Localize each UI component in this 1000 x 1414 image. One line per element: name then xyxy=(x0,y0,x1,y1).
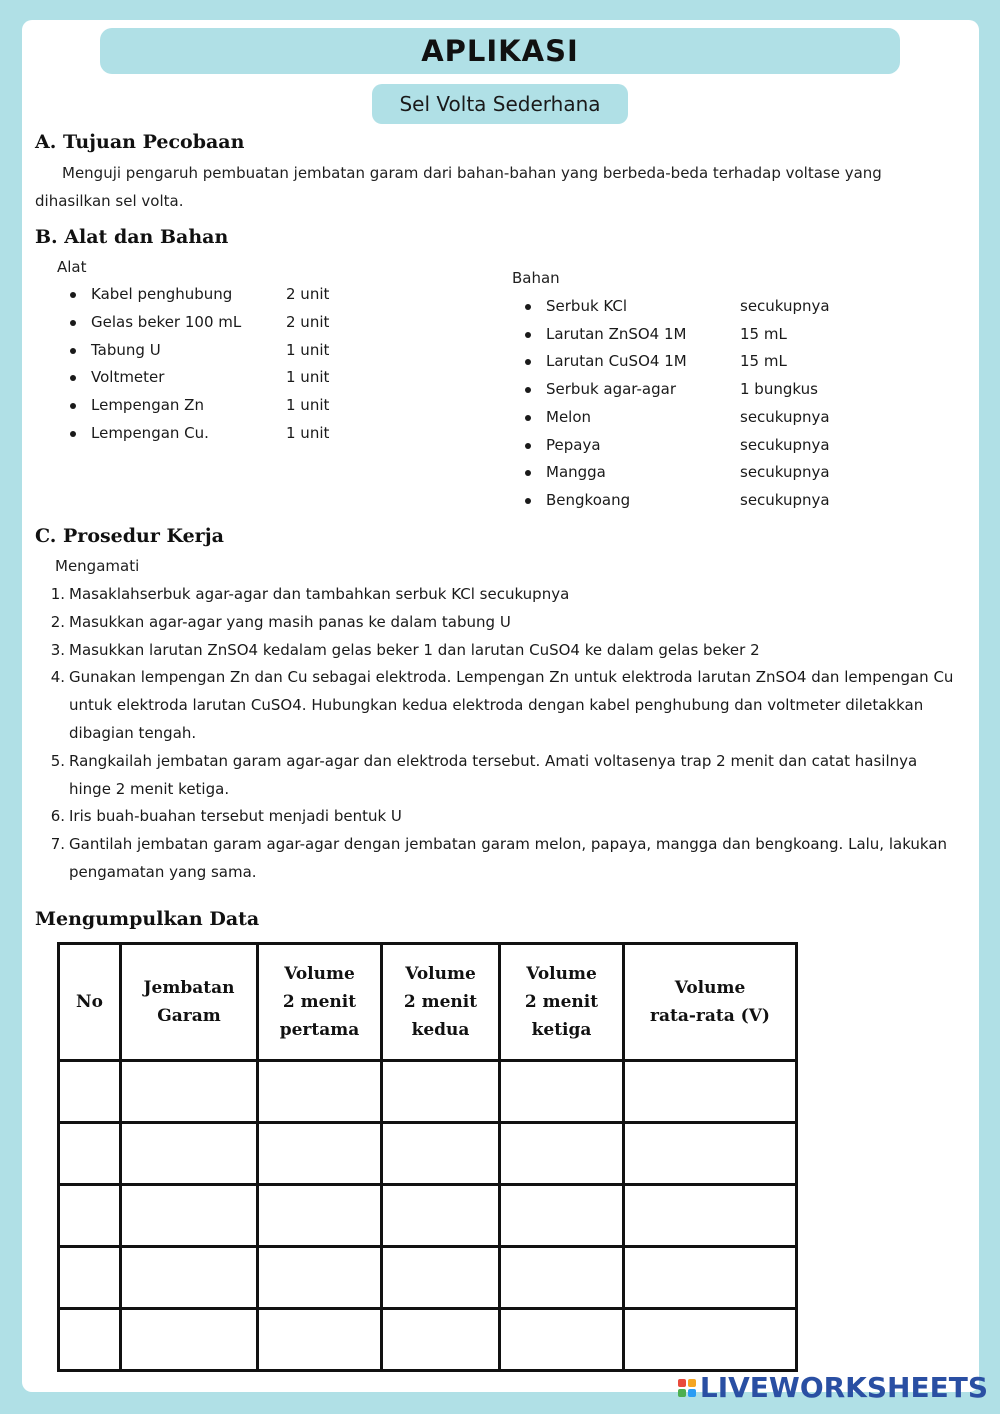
alat-item-qty: 1 unit xyxy=(286,396,330,415)
table-cell-input[interactable] xyxy=(382,1123,500,1185)
step-text: Rangkailah jembatan garam agar-agar dan elektroda tersebut. Amati voltasenya trap 2 menit dan catat hasilnya hinge 2 menit ketiga. xyxy=(69,751,918,798)
alat-item-name: Kabel penghubung xyxy=(91,285,233,303)
step-text: Masaklahserbuk agar-agar dan tambahkan serbuk KCl secukupnya xyxy=(69,585,570,603)
procedure-step xyxy=(35,580,965,608)
page-title xyxy=(100,28,900,74)
logo-square-icon xyxy=(688,1379,696,1387)
step-text: Gantilah jembatan garam agar-agar dengan jembatan garam melon, papaya, mangga dan bengkoang. Lalu, lakukan pengamatan yang sama. xyxy=(69,835,948,882)
section-c-heading: C. Prosedur Kerja xyxy=(35,525,224,547)
table-cell-input[interactable] xyxy=(500,1309,624,1371)
table-cell-input[interactable] xyxy=(258,1123,382,1185)
bahan-item-name: Serbuk KCl xyxy=(546,297,628,315)
table-cell-input[interactable] xyxy=(624,1247,797,1309)
objective-line-2: dihasilkan sel volta. xyxy=(35,192,184,210)
page-subtitle-text: Sel Volta Sederhana xyxy=(399,92,601,116)
step-number: 3. xyxy=(50,640,65,659)
logo-square-icon xyxy=(678,1379,686,1387)
step-number: 1. xyxy=(50,585,65,603)
bullet-icon xyxy=(525,443,531,449)
table-header-cell: Volume rata-rata (V) xyxy=(624,944,797,1061)
table-cell-input[interactable] xyxy=(624,1185,797,1247)
table-cell-input[interactable] xyxy=(258,1309,382,1371)
bahan-item-name: Larutan CuSO4 1M xyxy=(546,352,687,371)
table-body xyxy=(59,1061,797,1371)
table-cell-input[interactable] xyxy=(500,1061,624,1123)
bahan-item-name: Melon xyxy=(546,407,592,426)
table-cell-input[interactable] xyxy=(382,1309,500,1371)
bahan-item-qty: 15 mL xyxy=(740,324,787,343)
bullet-icon xyxy=(70,348,76,354)
section-a-heading: A. Tujuan Pecobaan xyxy=(35,131,245,153)
table-cell-input[interactable] xyxy=(624,1123,797,1185)
bahan-item-name: Larutan ZnSO4 1M xyxy=(546,324,687,343)
alat-item-qty: 1 unit xyxy=(286,368,330,387)
table-header-cell: Volume 2 menit ketiga xyxy=(500,944,624,1061)
table-cell-input[interactable] xyxy=(500,1185,624,1247)
step-text: Masukkan agar-agar yang masih panas ke dalam tabung U xyxy=(69,612,511,631)
alat-item-name: Gelas beker 100 mL xyxy=(91,312,242,331)
section-b-heading: B. Alat dan Bahan xyxy=(35,226,229,248)
table-header-cell: Jembatan Garam xyxy=(121,944,258,1061)
table-row xyxy=(59,1247,797,1309)
table-cell-input[interactable] xyxy=(382,1247,500,1309)
table-cell-input[interactable] xyxy=(121,1061,258,1123)
table-row xyxy=(59,1185,797,1247)
table-cell-input[interactable] xyxy=(59,1247,121,1309)
bullet-icon xyxy=(70,431,76,437)
table-cell-input[interactable] xyxy=(59,1185,121,1247)
bahan-item-qty: secukupnya xyxy=(740,407,830,426)
alat-item-name: Lempengan Cu. xyxy=(91,424,209,442)
table-cell-input[interactable] xyxy=(59,1309,121,1371)
table-cell-input[interactable] xyxy=(500,1247,624,1309)
step-number: 6. xyxy=(50,807,65,826)
bahan-item-name: Pepaya xyxy=(546,435,601,454)
procedure-step xyxy=(35,636,965,664)
bullet-icon xyxy=(525,498,531,504)
bahan-item-qty: secukupnya xyxy=(740,297,830,315)
table-cell-input[interactable] xyxy=(59,1061,121,1123)
table-cell-input[interactable] xyxy=(624,1309,797,1371)
step-number: 2. xyxy=(50,612,65,631)
bullet-icon xyxy=(525,304,531,310)
logo-square-icon xyxy=(688,1389,696,1397)
step-text: Gunakan lempengan Zn dan Cu sebagai elektroda. Lempengan Zn untuk elektroda larutan ZnSO4 dan lempengan Cu untuk elektroda larutan CuSO4. Hubungkan kedua elektroda dengan kabel penghubung dan voltmeter diletakkan dibagian tengah. xyxy=(69,668,954,743)
table-header-cell: Volume 2 menit kedua xyxy=(382,944,500,1061)
table-cell-input[interactable] xyxy=(382,1185,500,1247)
page-subtitle xyxy=(372,84,628,124)
table-header-cell: No xyxy=(59,944,121,1061)
table-cell-input[interactable] xyxy=(121,1123,258,1185)
procedure-step xyxy=(35,663,965,747)
procedure-step xyxy=(35,608,965,636)
logo-wordmark: LIVEWORKSHEETS xyxy=(699,1371,988,1404)
bahan-item-qty: secukupnya xyxy=(740,463,830,482)
bahan-label: Bahan xyxy=(512,269,560,287)
table-cell-input[interactable] xyxy=(258,1185,382,1247)
logo-mark-icon xyxy=(678,1379,696,1397)
table-cell-input[interactable] xyxy=(59,1123,121,1185)
table-cell-input[interactable] xyxy=(624,1061,797,1123)
table-cell-input[interactable] xyxy=(121,1185,258,1247)
table-cell-input[interactable] xyxy=(500,1123,624,1185)
bahan-item-name: Bengkoang xyxy=(546,490,631,509)
bullet-icon xyxy=(70,320,76,326)
bahan-item-qty: 15 mL xyxy=(740,352,787,371)
liveworksheets-logo xyxy=(678,1371,988,1404)
logo-square-icon xyxy=(678,1389,686,1397)
step-number: 4. xyxy=(50,668,65,687)
alat-item-name: Lempengan Zn xyxy=(91,396,204,415)
alat-item-qty: 2 unit xyxy=(286,312,330,331)
table-header-cell: Volume 2 menit pertama xyxy=(258,944,382,1061)
page-title-text: APLIKASI xyxy=(421,34,579,68)
objective-line-1: Menguji pengaruh pembuatan jembatan garam dari bahan-bahan yang berbeda-beda terhadap voltase yang xyxy=(62,164,882,182)
bahan-item-qty: secukupnya xyxy=(740,435,830,454)
procedure-subheading: Mengamati xyxy=(55,557,140,575)
alat-label: Alat xyxy=(57,258,87,276)
bahan-item-qty: 1 bungkus xyxy=(740,380,818,399)
bullet-icon xyxy=(70,292,76,298)
bahan-item-name: Serbuk agar-agar xyxy=(546,380,676,399)
bahan-item-qty: secukupnya xyxy=(740,490,830,509)
table-cell-input[interactable] xyxy=(382,1061,500,1123)
alat-item-qty: 2 unit xyxy=(286,285,330,303)
alat-item-name: Tabung U xyxy=(91,340,161,359)
step-text: Masukkan larutan ZnSO4 kedalam gelas beker 1 dan larutan CuSO4 ke dalam gelas beker 2 xyxy=(69,640,760,659)
bullet-icon xyxy=(525,332,531,338)
table-header-row xyxy=(59,944,797,1061)
bullet-icon xyxy=(525,415,531,421)
table-cell-input[interactable] xyxy=(121,1247,258,1309)
procedure-step xyxy=(35,830,965,886)
table-row xyxy=(59,1123,797,1185)
table-cell-input[interactable] xyxy=(258,1247,382,1309)
alat-item-qty: 1 unit xyxy=(286,340,330,359)
step-number: 7. xyxy=(50,835,65,854)
data-table xyxy=(57,942,798,1372)
data-section-heading: Mengumpulkan Data xyxy=(35,908,260,930)
procedure-step xyxy=(35,802,965,830)
step-number: 5. xyxy=(50,751,65,770)
alat-item-name: Voltmeter xyxy=(91,368,165,387)
bahan-item-name: Mangga xyxy=(546,463,606,482)
table-row xyxy=(59,1309,797,1371)
table-row xyxy=(59,1061,797,1123)
table-cell-input[interactable] xyxy=(258,1061,382,1123)
procedure-step xyxy=(35,747,965,803)
table-cell-input[interactable] xyxy=(121,1309,258,1371)
step-text: Iris buah-buahan tersebut menjadi bentuk U xyxy=(69,807,402,826)
alat-item-qty: 1 unit xyxy=(286,424,330,442)
